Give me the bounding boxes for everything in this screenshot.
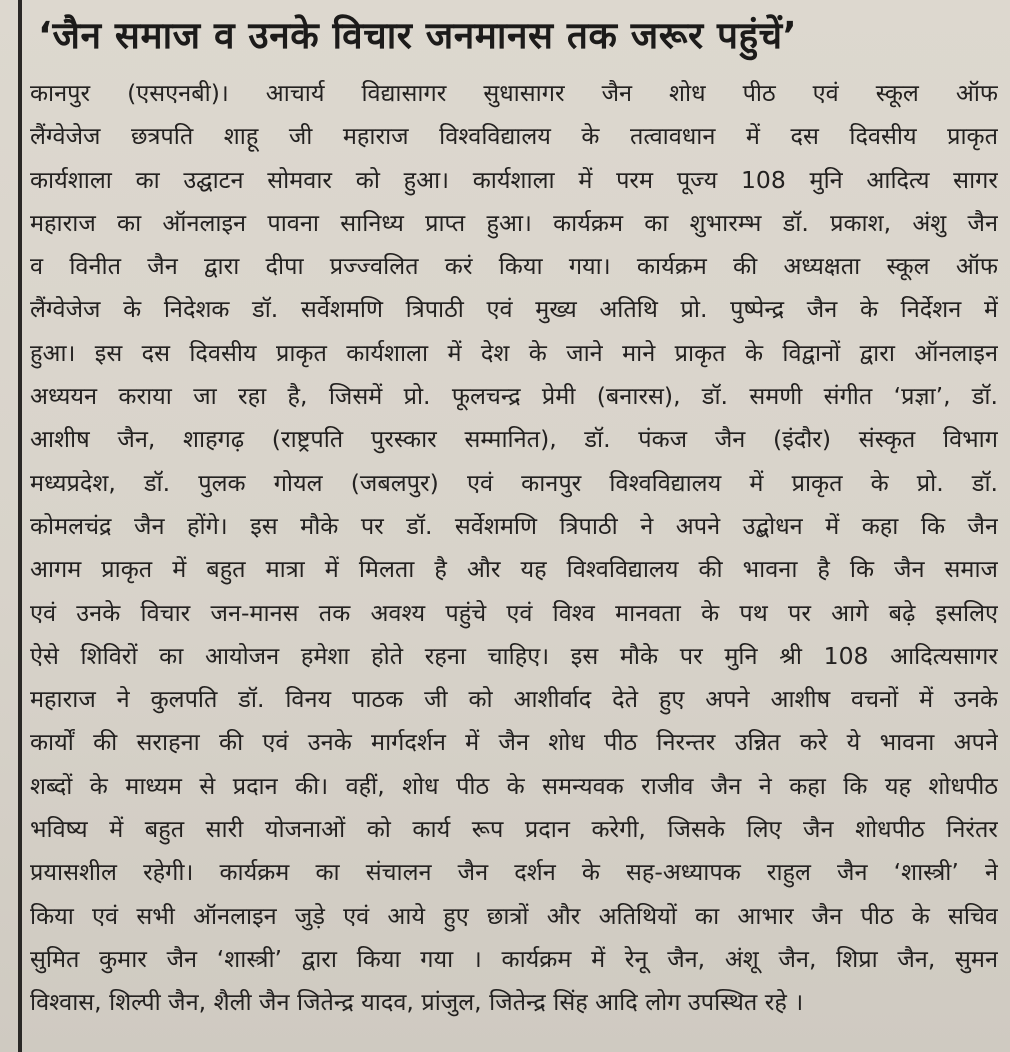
article-line: ऐसे शिविरों का आयोजन हमेशा होते रहना चाहिए। इस मौके पर मुनि श्री 108 आदित्यसागर [30,641,998,670]
article-line: कोमलचंद्र जैन होंगे। इस मौके पर डॉ. सर्वेशमणि त्रिपाठी ने अपने उद्बोधन में कहा कि जैन [30,511,998,540]
article-line: अध्ययन कराया जा रहा है, जिसमें प्रो. फूलचन्द्र प्रेमी (बनारस), डॉ. समणी संगीत ‘प्रज्ञा’, डॉ. [30,382,998,411]
article-line: सुमित कुमार जैन ‘शास्त्री’ द्वारा किया गया । कार्यक्रम में रेनू जैन, अंशू जैन, शिप्रा जैन, सुमन [30,944,998,973]
article-line: कानपुर (एसएनबी)। आचार्य विद्यासागर सुधासागर जैन शोध पीठ एवं स्कूल ऑफ [30,79,998,107]
article-line: महाराज का ऑनलाइन पावना सानिध्य प्राप्त हुआ। कार्यक्रम का शुभारम्भ डॉ. प्रकाश, अंशु जैन [30,208,998,237]
article-line: किया एवं सभी ऑनलाइन जुड़े एवं आये हुए छात्रों और अतिथियों का आभार जैन पीठ के सचिव [30,901,998,930]
article-line: महाराज ने कुलपति डॉ. विनय पाठक जी को आशीर्वाद देते हुए अपने आशीष वचनों में उनके [30,685,998,714]
article-line: शब्दों के माध्यम से प्रदान की। वहीं, शोध पीठ के समन्यवक राजीव जैन ने कहा कि यह शोधपीठ [30,771,998,800]
column-rule [18,0,22,1052]
article-line: मध्यप्रदेश, डॉ. पुलक गोयल (जबलपुर) एवं कानपुर विश्वविद्यालय में प्राकृत के प्रो. डॉ. [30,468,998,497]
article-line: लैंग्वेजेज के निदेशक डॉ. सर्वेशमणि त्रिपाठी एवं मुख्य अतिथि प्रो. पुष्पेन्द्र जैन के निर्देशन में [30,295,998,324]
article-line: आगम प्राकृत में बहुत मात्रा में मिलता है और यह विश्वविद्यालय की भावना है कि जैन समाज [30,555,998,584]
article-line: एवं उनके विचार जन-मानस तक अवश्य पहुंचे एवं विश्व मानवता के पथ पर आगे बढ़े इसलिए [30,598,998,627]
article-line: हुआ। इस दस दिवसीय प्राकृत कार्यशाला में देश के जाने माने प्राकृत के विद्वानों द्वारा ऑनलाइन [30,338,998,367]
article-line: व विनीत जैन द्वारा दीपा प्रज्ज्वलित करं किया गया। कार्यक्रम की अध्यक्षता स्कूल ऑफ [30,252,998,281]
article-headline: ‘जैन समाज व उनके विचार जनमानस तक जरूर पहुंचें’ [38,14,798,57]
article-line: प्रयासशील रहेगी। कार्यक्रम का संचालन जैन दर्शन के सह-अध्यापक राहुल जैन ‘शास्त्री’ ने [30,858,998,887]
article-line: कार्यशाला का उद्घाटन सोमवार को हुआ। कार्यशाला में परम पूज्य 108 मुनि आदित्य सागर [30,165,998,194]
article-line: लैंग्वेजेज छत्रपति शाहू जी महाराज विश्वविद्यालय के तत्वावधान में दस दिवसीय प्राकृत [30,122,998,151]
article-line: आशीष जैन, शाहगढ़ (राष्ट्रपति पुरस्कार सम्मानित), डॉ. पंकज जैन (इंदौर) संस्कृत विभाग [30,425,998,454]
article-line: भविष्य में बहुत सारी योजनाओं को कार्य रूप प्रदान करेगी, जिसके लिए जैन शोधपीठ निरंतर [30,815,998,844]
article-line: कार्यों की सराहना की एवं उनके मार्गदर्शन में जैन शोध पीठ निरन्तर उन्नित करे ये भावना अपने [30,728,998,757]
article-line-last: विश्वास, शिल्पी जैन, शैली जैन जितेन्द्र यादव, प्रांजुल, जितेन्द्र सिंह आदि लोग उपस्थित रहे । [30,988,804,1017]
article-body [30,72,998,1025]
